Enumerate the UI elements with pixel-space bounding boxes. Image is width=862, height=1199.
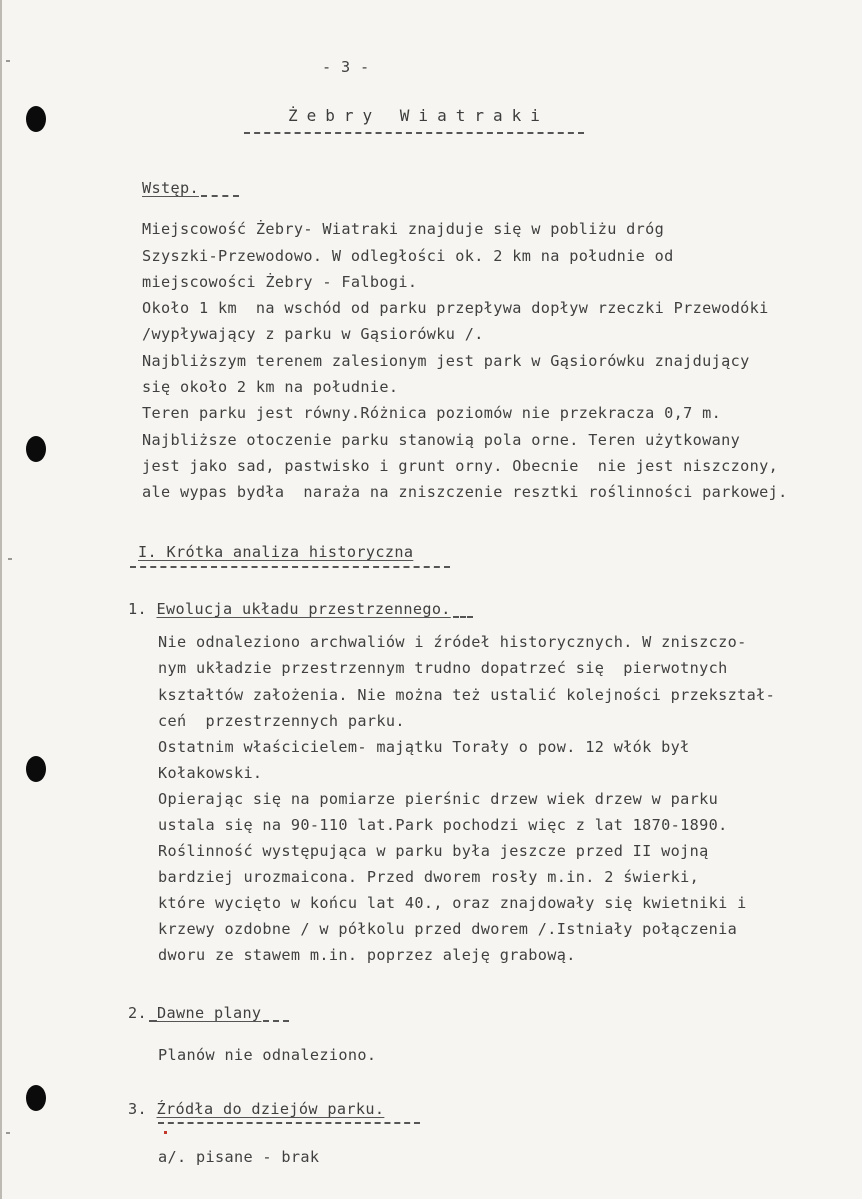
intro-line: ale wypas bydła naraża na zniszczenie resztki roślinności parkowej. xyxy=(142,483,788,501)
margin-speck xyxy=(8,558,12,560)
item-line: które wycięto w końcu lat 40., oraz znajdowały się kwietniki i xyxy=(158,894,747,912)
section-heading: I. Krótka analiza historyczna xyxy=(138,543,414,561)
item-line: Nie odnaleziono archwaliów i źródeł historycznych. W zniszczo- xyxy=(158,633,747,651)
intro-line: jest jako sad, pastwisko i grunt orny. Obecnie nie jest niszczony, xyxy=(142,457,779,475)
punch-hole xyxy=(26,1085,46,1111)
page-title: Żebry Wiatraki xyxy=(288,106,549,125)
item-line: krzewy ozdobne / w półkolu przed dworem /.Istniały połączenia xyxy=(158,920,738,938)
punch-hole xyxy=(26,756,46,782)
item-line: Kołakowski. xyxy=(158,764,263,782)
item-line: dworu ze stawem m.in. poprzez aleję grabową. xyxy=(158,946,576,964)
item-line: Ostatnim właścicielem- majątku Torały o pow. 12 włók był xyxy=(158,738,690,756)
intro-line: miejscowości Żebry - Falbogi. xyxy=(142,273,418,291)
item-line: bardziej urozmaicona. Przed dworem rosły m.in. 2 świerki, xyxy=(158,868,700,886)
margin-speck xyxy=(6,1132,10,1134)
intro-line: Miejscowość Żebry- Wiatraki znajduje się w pobliżu dróg xyxy=(142,220,665,238)
intro-line: Najbliższym terenem zalesionym jest park w Gąsiorówku znajdujący xyxy=(142,352,750,370)
intro-line: Teren parku jest równy.Różnica poziomów nie przekracza 0,7 m. xyxy=(142,404,722,422)
margin-speck xyxy=(6,60,10,62)
red-mark xyxy=(164,1131,167,1134)
item-heading: 1. Ewolucja układu przestrzennego. xyxy=(128,600,473,618)
intro-line: Najbliższe otoczenie parku stanowią pola orne. Teren użytkowany xyxy=(142,431,741,449)
item-line: Roślinność występująca w parku była jeszcze przed II wojną xyxy=(158,842,709,860)
section-rule xyxy=(130,566,450,568)
item-line: Opierając się na pomiarze pierśnic drzew wiek drzew w parku xyxy=(158,790,719,808)
item-heading: 2. Dawne plany xyxy=(128,1004,289,1022)
item-heading: 3. Źródła do dziejów parku. xyxy=(128,1100,385,1118)
title-rule xyxy=(244,132,584,134)
intro-line: /wypływający z parku w Gąsiorówku /. xyxy=(142,325,484,343)
page-edge xyxy=(0,0,2,1199)
item-line: ceń przestrzennych parku. xyxy=(158,712,405,730)
item-line: ustala się na 90-110 lat.Park pochodzi więc z lat 1870-1890. xyxy=(158,816,728,834)
item-line: a/. pisane - brak xyxy=(158,1148,320,1166)
item-rule xyxy=(158,1122,420,1124)
punch-hole xyxy=(26,106,46,132)
item-line: nym układzie przestrzennym trudno dopatrzeć się pierwotnych xyxy=(158,659,728,677)
intro-line: Szyszki-Przewodowo. W odległości ok. 2 km na południe od xyxy=(142,247,674,265)
intro-line: Około 1 km na wschód od parku przepływa dopływ rzeczki Przewodóki xyxy=(142,299,769,317)
punch-hole xyxy=(26,436,46,462)
item-line: kształtów założenia. Nie można też ustalić kolejności przekształ- xyxy=(158,686,776,704)
intro-heading: Wstęp. xyxy=(142,179,239,197)
intro-line: się około 2 km na południe. xyxy=(142,378,399,396)
page-number: - 3 - xyxy=(322,58,370,76)
item-line: Planów nie odnaleziono. xyxy=(158,1046,377,1064)
